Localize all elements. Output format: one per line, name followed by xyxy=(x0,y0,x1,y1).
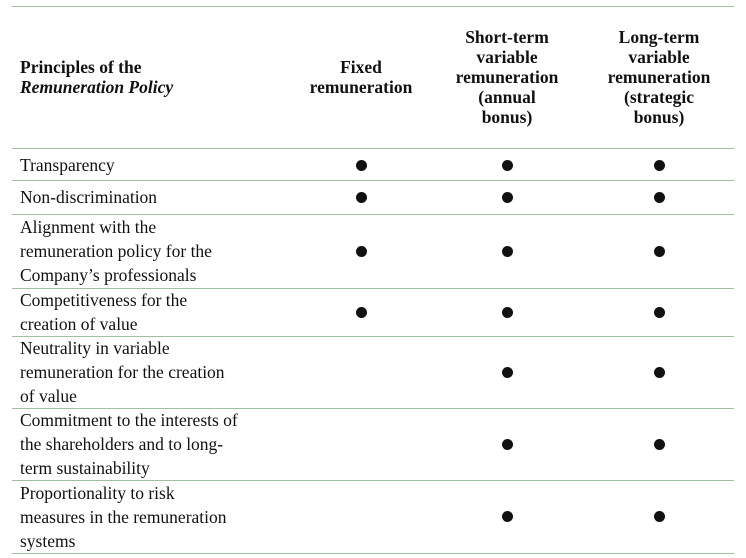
header-long-line3: remuneration xyxy=(607,67,711,87)
table-row xyxy=(12,150,734,180)
row-principle-label xyxy=(20,336,285,408)
bullet-long-icon xyxy=(654,160,665,171)
header-long-line4: (strategic xyxy=(624,87,694,107)
row-principle-label xyxy=(20,481,285,553)
row-principle-label-line: Competitiveness for the xyxy=(20,290,188,310)
header-long-line1: Long-term xyxy=(618,27,700,47)
header-fixed-remuneration xyxy=(300,8,422,146)
bullet-short-icon xyxy=(502,192,513,203)
bullet-fixed-icon xyxy=(356,246,367,257)
table-row xyxy=(12,408,734,480)
bullet-short-icon xyxy=(502,439,513,450)
row-principle-label-line: term sustainability xyxy=(20,458,150,478)
header-short-term xyxy=(436,8,578,146)
bullet-long-icon xyxy=(654,439,665,450)
table-top-rule xyxy=(12,6,734,7)
bullet-short-icon xyxy=(502,307,513,318)
row-principle-label-line: Company’s professionals xyxy=(20,265,197,285)
header-short-line1: Short-term xyxy=(465,27,549,47)
header-short-line3: remuneration xyxy=(455,67,559,87)
row-divider xyxy=(12,553,734,554)
header-long-line5: bonus) xyxy=(633,107,685,127)
row-principle-label-line: creation of value xyxy=(20,314,138,334)
row-principle-label-line: of value xyxy=(20,386,77,406)
row-principle-label-line: Commitment to the interests of xyxy=(20,410,238,430)
header-short-line2: variable xyxy=(476,47,538,67)
table-row xyxy=(12,288,734,336)
row-principle-label-line: Transparency xyxy=(20,155,115,175)
bullet-short-icon xyxy=(502,511,513,522)
header-bottom-rule xyxy=(12,148,734,149)
header-long-term xyxy=(588,8,730,146)
row-principle-label-line: the shareholders and to long- xyxy=(20,434,224,454)
bullet-short-icon xyxy=(502,160,513,171)
row-principle-label-line: measures in the remuneration xyxy=(20,506,227,527)
header-fixed-line2: remuneration xyxy=(309,77,413,97)
header-short-line5: bonus) xyxy=(481,107,533,127)
bullet-fixed-icon xyxy=(356,192,367,203)
header-principles-line2: Remuneration Policy xyxy=(20,77,174,97)
bullet-short-icon xyxy=(502,367,513,378)
table-row xyxy=(12,336,734,408)
bullet-long-icon xyxy=(654,511,665,522)
row-principle-label-line: Neutrality in variable xyxy=(20,338,170,358)
bullet-fixed-icon xyxy=(356,160,367,171)
row-principle-label xyxy=(20,408,285,480)
table-row xyxy=(12,214,734,288)
bullet-long-icon xyxy=(654,192,665,203)
bullet-long-icon xyxy=(654,367,665,378)
row-principle-label-line: Proportionality to risk xyxy=(20,482,175,503)
row-principle-label-line: Alignment with the xyxy=(20,217,157,237)
row-principle-label xyxy=(20,153,285,177)
bullet-fixed-icon xyxy=(356,307,367,318)
bullet-short-icon xyxy=(502,246,513,257)
header-fixed-line1: Fixed xyxy=(340,57,382,77)
bullet-long-icon xyxy=(654,307,665,318)
row-principle-label xyxy=(20,185,285,209)
row-principle-label-line: remuneration for the creation xyxy=(20,362,225,382)
row-principle-label-line: remuneration policy for the xyxy=(20,241,212,261)
row-principle-label xyxy=(20,288,285,336)
table-row xyxy=(12,180,734,214)
table-row xyxy=(12,480,734,553)
header-principles-line1: Principles of the xyxy=(20,57,142,77)
row-principle-label-line: systems xyxy=(20,530,76,551)
header-principles xyxy=(20,8,250,146)
row-principle-label-line: Non-discrimination xyxy=(20,187,158,207)
bullet-long-icon xyxy=(654,246,665,257)
row-principle-label xyxy=(20,215,285,287)
header-short-line4: (annual xyxy=(478,87,536,107)
header-long-line2: variable xyxy=(628,47,690,67)
